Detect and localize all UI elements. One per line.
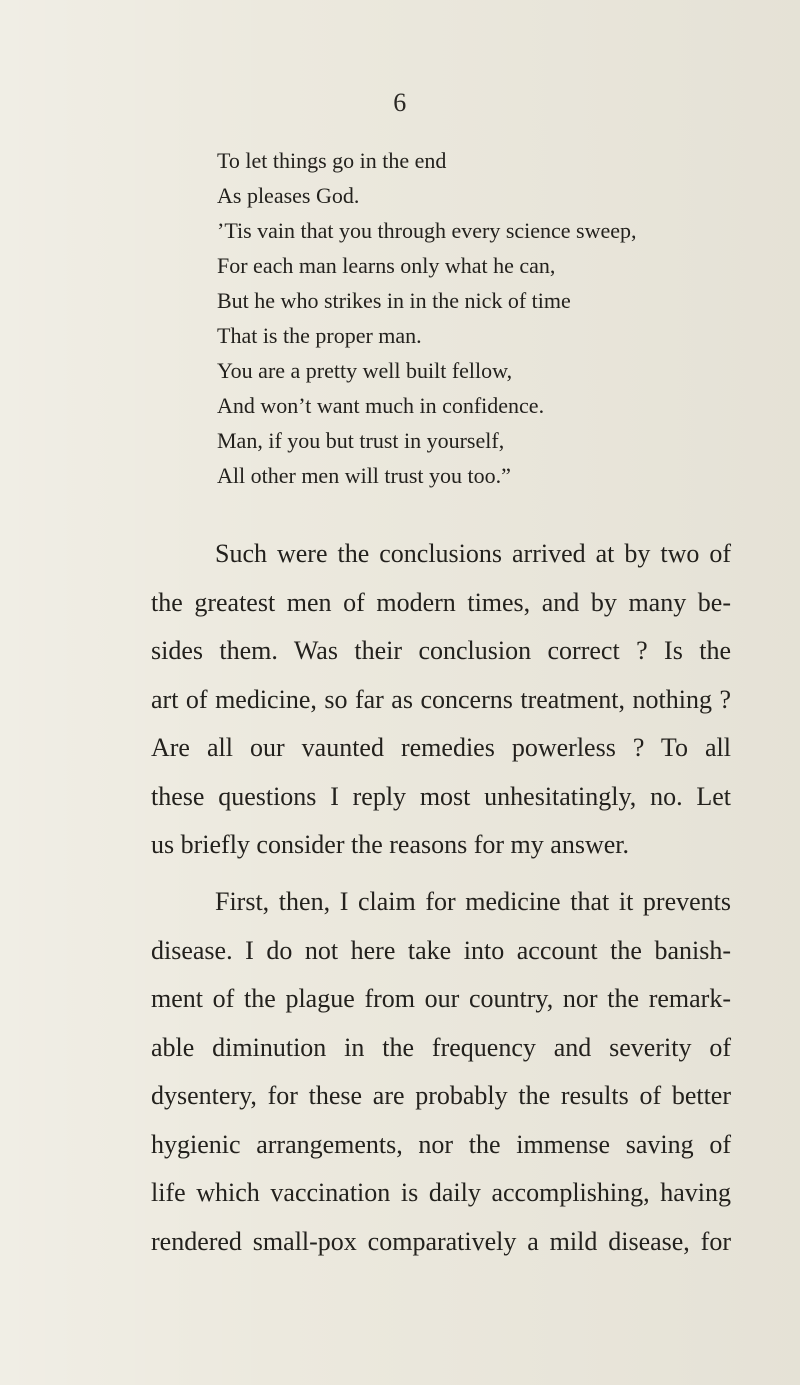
verse-line: To let things go in the end (217, 148, 447, 173)
paragraph-line: sides them. Was their conclusion correct ? Is the (151, 636, 731, 665)
paragraph-line: us briefly consider the reasons for my answer. (151, 830, 629, 859)
paragraph-line: life which vaccination is daily accomplishing, having (151, 1178, 731, 1207)
paragraph-line: the greatest men of modern times, and by many be- (151, 587, 731, 617)
paragraph-line: these questions I reply most unhesitatingly, no. Let (151, 781, 731, 811)
paragraph-conclusions (151, 530, 731, 870)
verse-line: Man, if you but trust in yourself, (217, 428, 505, 453)
paragraph-line: rendered small-pox comparatively a mild disease, for (151, 1226, 731, 1256)
verse-line: That is the proper man. (217, 323, 422, 348)
paragraph-line: Are all our vaunted remedies powerless ? To all (151, 733, 731, 762)
page-number: 6 (393, 88, 407, 117)
verse-line: As pleases God. (217, 183, 360, 208)
paragraph-line: disease. I do not here take into account the banish- (151, 935, 731, 965)
verse-line: But he who strikes in in the nick of time (217, 288, 571, 313)
paragraph-line: hygienic arrangements, nor the immense saving of (151, 1129, 731, 1159)
verse-line: For each man learns only what he can, (217, 253, 556, 278)
paragraph-line: art of medicine, so far as concerns treatment, nothing ? (151, 684, 731, 714)
paragraph-line: dysentery, for these are probably the results of better (151, 1081, 731, 1110)
verse-block (0, 143, 800, 493)
paragraph-line: First, then, I claim for medicine that it prevents (215, 887, 731, 916)
verse-line: ’Tis vain that you through every science sweep, (217, 218, 637, 243)
verse-line: All other men will trust you too.” (217, 463, 511, 488)
verse-line: And won’t want much in confidence. (217, 393, 545, 418)
paragraph-line: able diminution in the frequency and severity of (151, 1032, 731, 1062)
paragraph-prevention (151, 878, 731, 1266)
verse-line: You are a pretty well built fellow, (217, 358, 513, 383)
paragraph-line: Such were the conclusions arrived at by two of (215, 539, 731, 568)
paragraph-line: ment of the plague from our country, nor the remark- (151, 984, 731, 1013)
